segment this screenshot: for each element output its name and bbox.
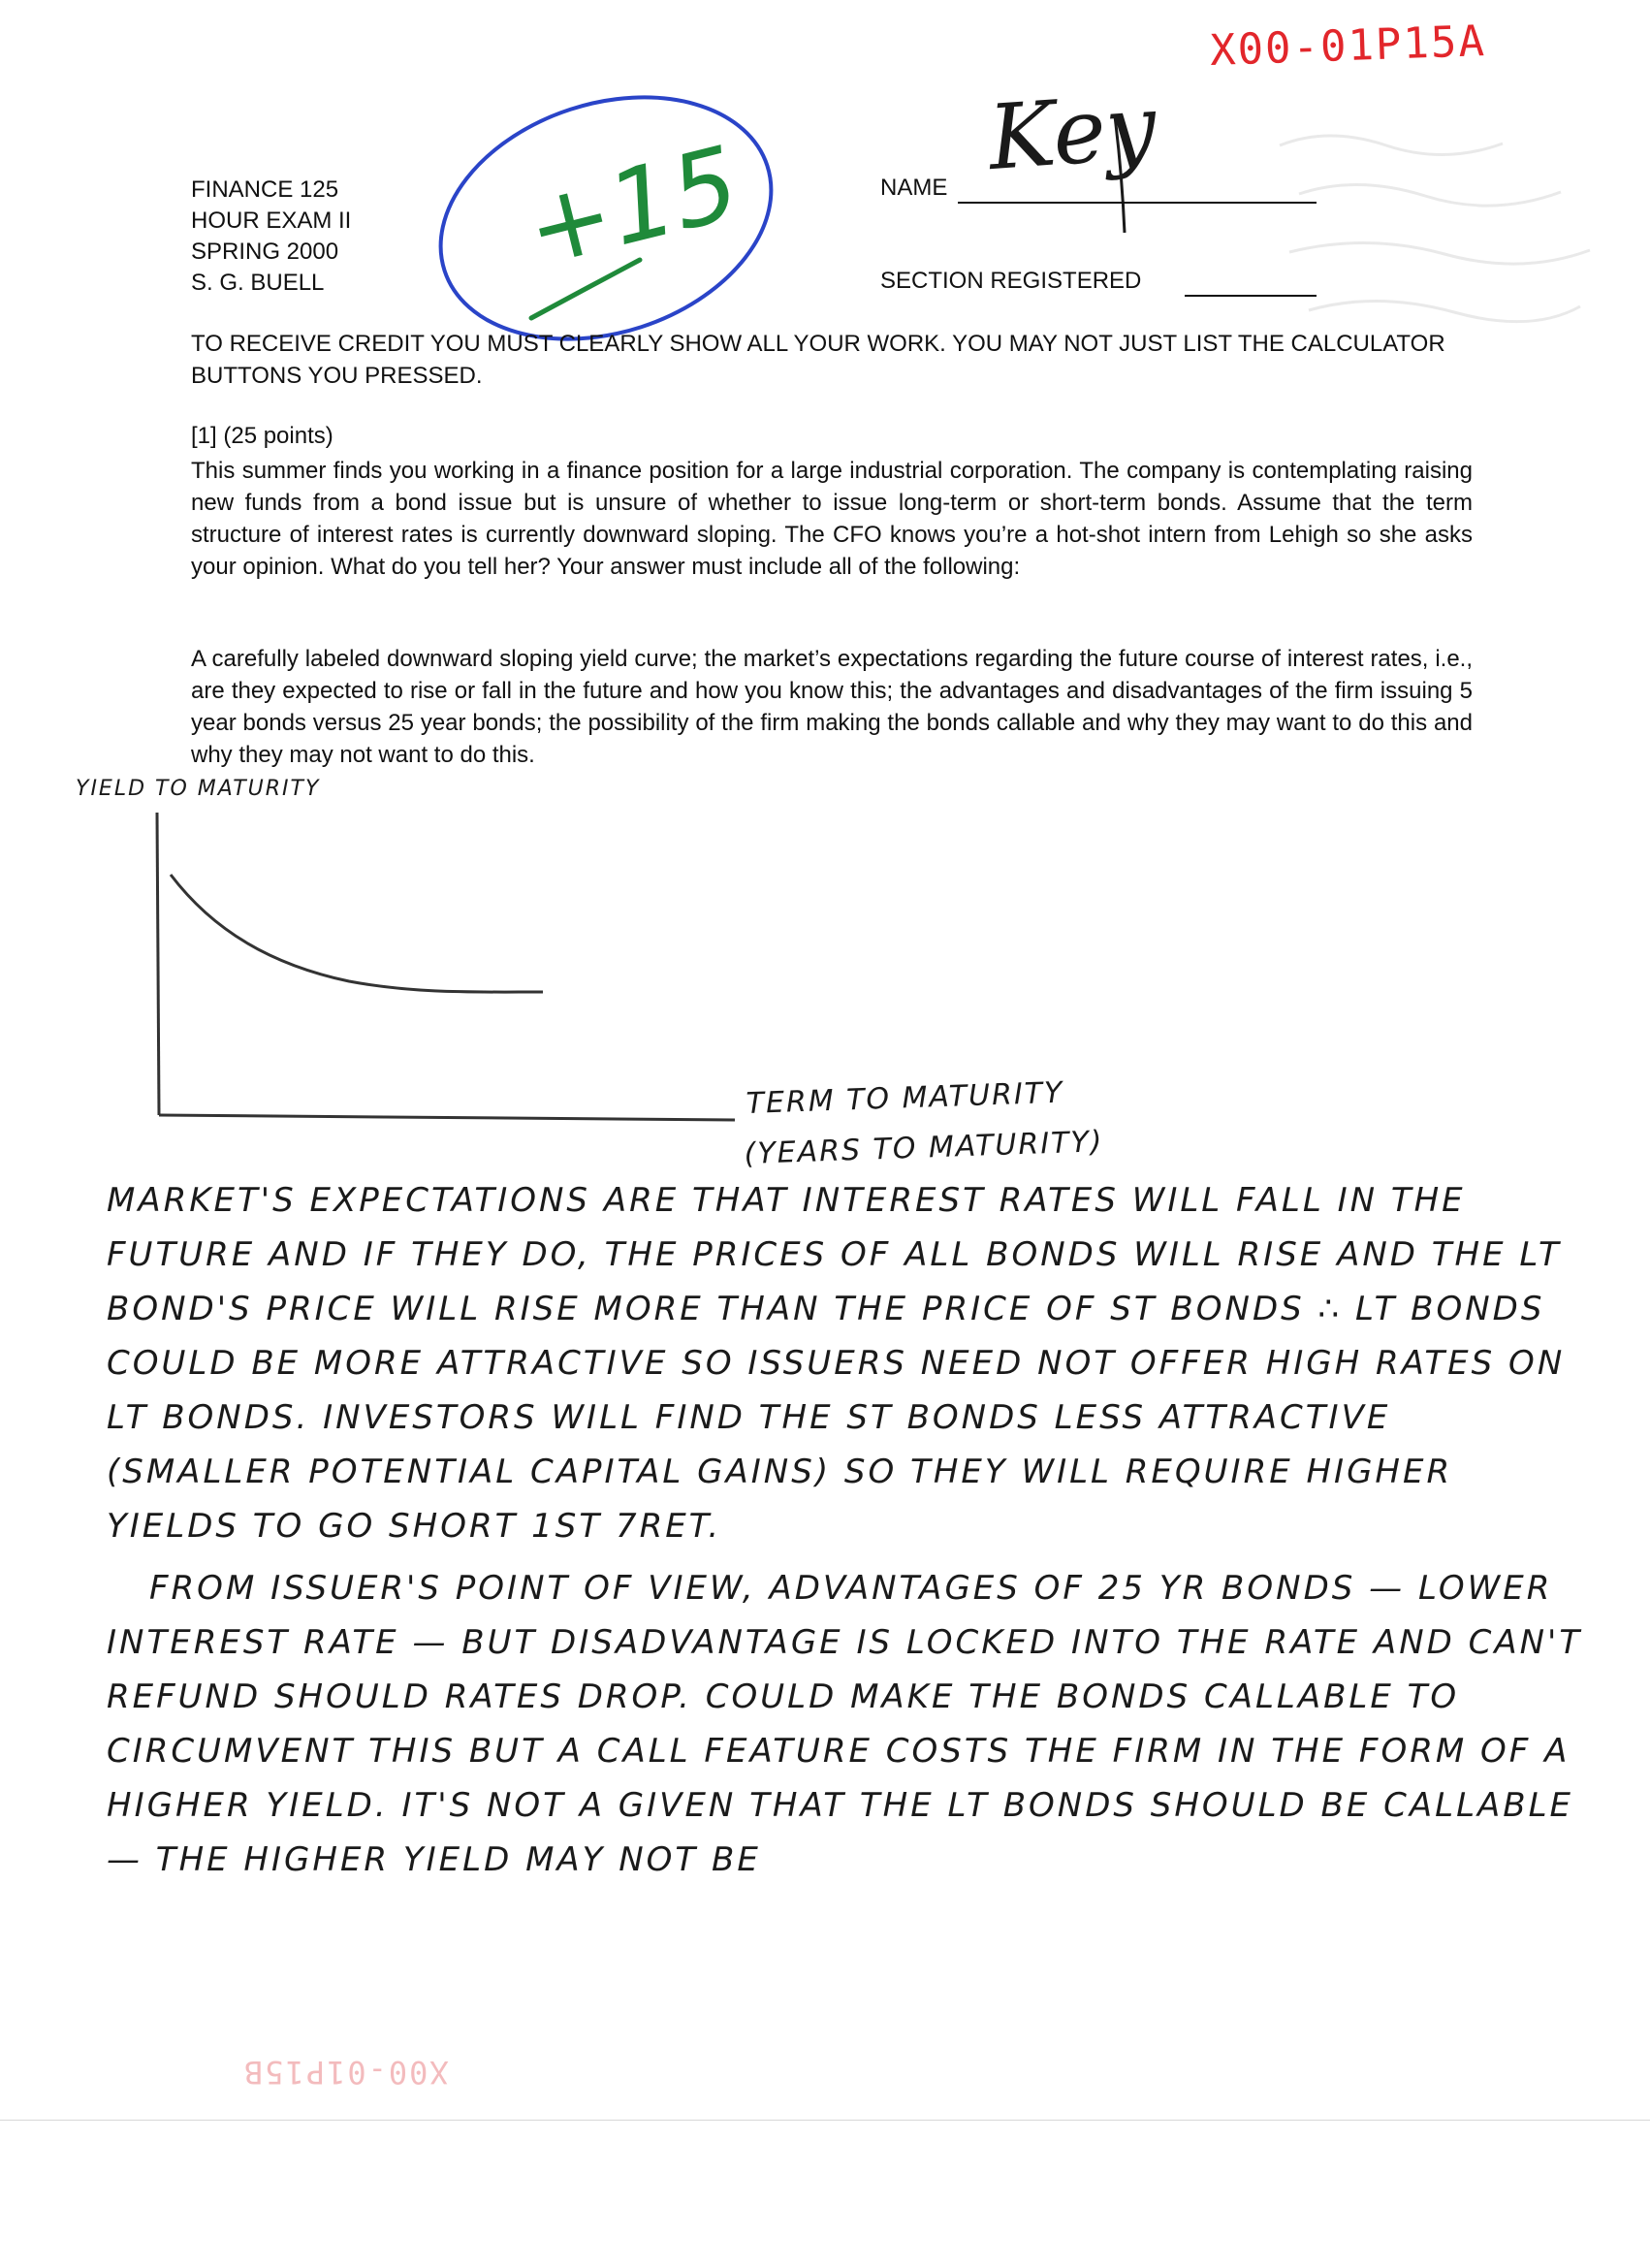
course-title: FINANCE 125 bbox=[191, 176, 339, 203]
exam-instructions: TO RECEIVE CREDIT YOU MUST CLEARLY SHOW ALL YOUR WORK. YOU MAY NOT JUST LIST THE CALCULATOR BUTTONS YOU PRESSED. bbox=[191, 331, 1445, 389]
grade-mark: +15 bbox=[514, 123, 750, 290]
question-body: This summer finds you working in a finance position for a large industrial corporation. The company is contemplating raising new funds from a bond issue but is unsure of whether to issue long-term or short-term bonds. Assume that the term structure of interest rates is currently downward sloping. The CFO knows you’re a hot-shot intern from Lehigh so she asks your opinion. What do you tell her? Your answer must include all of the following: bbox=[191, 458, 1473, 580]
section-label: SECTION REGISTERED bbox=[880, 268, 1142, 294]
graph-y-axis bbox=[157, 813, 159, 1115]
document-stamp: X00-01P15A bbox=[1209, 16, 1487, 76]
exam-title: HOUR EXAM II bbox=[191, 208, 352, 234]
instructor-name: S. G. BUELL bbox=[191, 270, 325, 296]
yield-curve-line bbox=[171, 875, 543, 992]
key-signature: Key bbox=[985, 75, 1160, 191]
graph-x-axis-sublabel: (YEARS TO MATURITY) bbox=[744, 1125, 1105, 1171]
scan-bottom-margin bbox=[0, 2120, 1650, 2268]
question-requirements: A carefully labeled downward sloping yield curve; the market’s expectations regarding the future course of interest rates, i.e., are they expected to rise or fall in the future and how you know this; the advantages and disadvantages of the firm issuing 5 year bonds versus 25 year bonds; the possibility of the firm making the bonds callable and why they may want to do this and why they may not want to do this. bbox=[191, 646, 1473, 768]
answer-paragraph-2: FROM ISSUER'S POINT OF VIEW, ADVANTAGES OF 25 YR BONDS — LOWER INTEREST RATE — BUT DISADVANTAGE IS LOCKED INTO THE RATE AND CAN'T REFUND SHOULD RATES DROP. COULD MAKE THE BONDS CALLABLE TO CIRCUMVENT THIS BUT A CALL FEATURE COSTS THE FIRM IN THE FORM OF A HIGHER YIELD. IT'S NOT A GIVEN THAT THE LT BONDS SHOULD BE CALLABLE — THE HIGHER YIELD MAY NOT BE bbox=[107, 1569, 1583, 1879]
graph-x-axis-label: TERM TO MATURITY bbox=[746, 1075, 1064, 1121]
answer-paragraph-1: MARKET'S EXPECTATIONS ARE THAT INTEREST RATES WILL FALL IN THE FUTURE AND IF THEY DO, THE PRICES OF ALL BONDS WILL RISE AND THE LT BOND'S PRICE WILL RISE MORE THAN THE PRICE OF ST BONDS ∴ LT BONDS COULD BE MORE ATTRACTIVE SO ISSUERS NEED NOT OFFER HIGH RATES ON LT BONDS. INVESTORS WILL FIND THE ST BONDS LESS ATTRACTIVE (SMALLER POTENTIAL CAPITAL GAINS) SO THEY WILL REQUIRE HIGHER YIELDS TO GO SHORT 1ST 7RET. bbox=[107, 1181, 1566, 1546]
graph-x-axis bbox=[159, 1115, 735, 1120]
exam-term: SPRING 2000 bbox=[191, 239, 339, 265]
faded-stamp: X00-01P15B bbox=[242, 2054, 449, 2091]
handwritten-answer bbox=[107, 1173, 1590, 1887]
question-number: [1] (25 points) bbox=[191, 423, 333, 449]
graph-y-axis-label: YIELD TO MATURITY bbox=[76, 777, 321, 801]
name-label: NAME bbox=[880, 175, 948, 201]
